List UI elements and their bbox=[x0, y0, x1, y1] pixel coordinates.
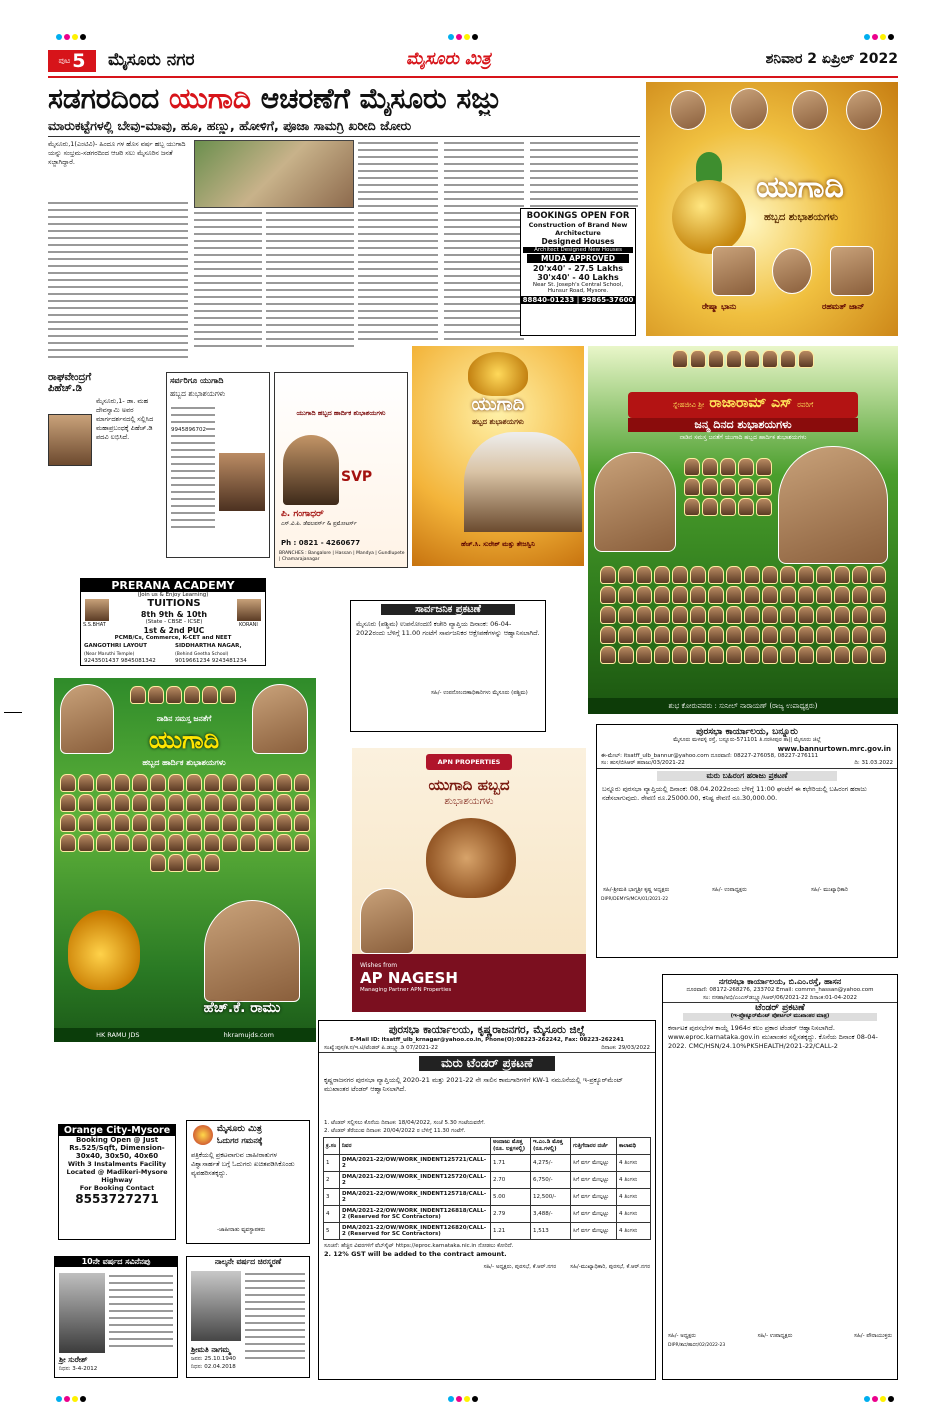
kr-subject: ಮರು ಟೆಂಡರ್ ಪ್ರಕಟಣೆ bbox=[419, 1056, 555, 1071]
greeting-title: ಸರ್ವರಿಗೂ ಯುಗಾದಿ bbox=[170, 376, 224, 385]
lead-column-2-text bbox=[194, 212, 262, 352]
row-amount: 2.79 bbox=[491, 1206, 531, 1223]
greeting-small-box bbox=[166, 372, 270, 558]
kr-signatures: ಸಹಿ/- ಅಧ್ಯಕ್ಷರು, ಪುರಸಭೆ, ಕೆ.ಆರ್.ನಗರ ಸಹಿ/-ಮುಖ್ಯಾಧಿಕಾರಿ, ಪುರಸಭೆ, ಕೆ.ಆರ್.ನಗರ bbox=[483, 1264, 650, 1270]
color-bar-bottom-left bbox=[56, 1396, 86, 1402]
rajaram-sub: ನಾಡಿನ ಸಮಸ್ತ ಜನತೆಗೆ ಯುಗಾದಿ ಹಬ್ಬದ ಹಾರ್ದಿಕ ಶುಭಾಶಯಗಳು bbox=[679, 434, 807, 441]
apn-title: ಯುಗಾದಿ ಹಬ್ಬದ bbox=[428, 776, 510, 794]
lead-column-5-text bbox=[444, 142, 524, 345]
svp-developers-ad bbox=[274, 372, 408, 568]
kr-nagar-notice bbox=[318, 1020, 656, 1380]
masthead bbox=[48, 46, 898, 78]
tuitions-label: TUITIONS bbox=[147, 598, 201, 609]
apn-role: Managing Partner APN Properties bbox=[360, 987, 452, 993]
memorial-1 bbox=[54, 1256, 178, 1378]
lead-dateline: ಮೈಸೂರು,1(ಎಂಟಿವಿ)- ಹಿಂದೂ ಗಳ ಹೊಸ ವರ್ಷ ಹಬ್ಬ ಯುಗಾದಿ ಯನ್ನು ಸಂಭ್ರಮ-ಸಡಗರದಿಂದ ಆಚರಿ ಸಲು ಮೈಸೂರಿನ ಜನತೆ ಸಜ್ಜಾಗಿದ್ದಾರೆ. bbox=[48, 140, 186, 166]
hk-kalasha bbox=[68, 910, 140, 990]
name-right: ರಹಮತ್ ಜಾನ್ bbox=[822, 302, 865, 311]
row-period: 4 ತಿಂಗಳು bbox=[617, 1155, 651, 1172]
hk-handle: HK RAMU JDS bbox=[96, 1031, 140, 1039]
memorial1-title: 10ನೇ ವರ್ಷದ ಸವಿನೆನಪು bbox=[55, 1257, 177, 1267]
row-class: ಸಿಗೆ ವರ್ಗ ಮೇಲ್ಪಟ್ಟು bbox=[571, 1223, 617, 1240]
headline-part-b: ಆಚರಣೆಗೆ ಮೈಸೂರು ಸಜ್ಜು bbox=[251, 82, 501, 115]
rajaram-suffix: ರವರಿಗೆ bbox=[797, 401, 814, 409]
page-label: ಪುಟ bbox=[58, 56, 71, 65]
person-photo-left bbox=[712, 246, 756, 296]
korani-name: KORANI bbox=[239, 622, 258, 628]
kr-ref-date: ದಿನಾಂಕ: 29/03/2022 bbox=[601, 1044, 650, 1051]
row-amount: 2.70 bbox=[491, 1172, 531, 1189]
page-number: 5 bbox=[72, 50, 86, 72]
svp-firm: ಎಸ್.ವಿ.ಪಿ. ಡೆವಲಪರ್ಸ್ & ಪ್ರಮೋಟರ್ಸ್ bbox=[281, 521, 357, 527]
row-no: 2 bbox=[324, 1172, 340, 1189]
rajaram-wish: ಜನ್ಮ ದಿನದ ಶುಭಾಶಯಗಳು bbox=[628, 418, 858, 432]
kr-tender-table-wrap bbox=[319, 1137, 655, 1240]
rajaram-footer: ಶುಭ ಕೋರುವವರು : ಸುನೀಲ್ ನಾರಾಯಣ್ (ರಾಜ್ಯ ಉಪಾಧ್ಯಕ್ಷರು) bbox=[588, 698, 898, 714]
price-large: 30'x40' - 40 Lakhs bbox=[537, 273, 619, 282]
hassan-sig1: ಸಹಿ/- ಅಧ್ಯಕ್ಷರು bbox=[668, 1332, 696, 1339]
row-work: DMA/2021-22/OW/WORK_INDENT126820/CALL-2 (Reserved for SC Contractors) bbox=[340, 1223, 491, 1240]
readers-title: ಓದುಗರ ಗಮನಕ್ಕೆ bbox=[217, 1136, 263, 1145]
rajaram-photo-left bbox=[594, 452, 676, 552]
row-class: ಸಿಗೆ ವರ್ಗ ಮೇಲ್ಪಟ್ಟು bbox=[571, 1206, 617, 1223]
kr-col-period: ಕಾಲಾವಧಿ bbox=[617, 1138, 651, 1155]
table-row bbox=[324, 1172, 651, 1189]
puc-label: 1st & 2nd PUC bbox=[143, 626, 205, 635]
bhat-photo bbox=[85, 599, 109, 621]
greeting-phone: 9945896702 bbox=[171, 427, 206, 433]
couple-subtitle: ಹಬ್ಬದ ಶುಭಾಶಯಗಳು bbox=[472, 418, 524, 426]
yugadi-title: ಯುಗಾದಿ bbox=[756, 170, 844, 205]
hassan-ref: ಸಂ: ನಸಹಾ/ಅಭಿ/ಎಂಎಸ್‌ಡಬ್ಲ್ಯೂ/ಸಿಆರ್/06/2021-22 ದಿನಾಂಕ:01-04-2022 bbox=[663, 995, 897, 1004]
hassan-sig3: ಸಹಿ/- ಪೌರಾಯುಕ್ತರು bbox=[854, 1332, 892, 1339]
readers-paper: ಮೈಸೂರು ಮಿತ್ರ bbox=[217, 1124, 262, 1134]
bannur-ref: ಸಂ: ಹುಸ/ಬಿಸಿಆರ್ ಹರಾಜು/03/2021-22 bbox=[601, 760, 685, 766]
row-work: DMA/2021-22/OW/WORK_INDENT126818/CALL-2 (Reserved for SC Contractors) bbox=[340, 1206, 491, 1223]
hk-subtitle: ಹಬ್ಬದ ಹಾರ್ದಿಕ ಶುಭಾಶಯಗಳು bbox=[142, 758, 226, 767]
svp-person-photo bbox=[283, 435, 339, 505]
row-amount: 1.21 bbox=[491, 1223, 531, 1240]
memorial2-photo bbox=[191, 1271, 241, 1341]
memorial-2 bbox=[186, 1256, 310, 1378]
hk-ramu-ad bbox=[54, 678, 316, 1042]
hassan-sig2: ಸಹಿ/- ಉಪಾಧ್ಯಕ್ಷರು bbox=[757, 1332, 793, 1339]
supporters-middle bbox=[680, 458, 776, 516]
hassan-office: ನಗರಸಭಾ ಕಾರ್ಯಾಲಯ, ಬಿ.ಎಂ.ರಸ್ತೆ, ಹಾಸನ bbox=[718, 977, 842, 986]
streams-label: PCMB/Cs, Commerce, K-CET and NEET bbox=[114, 635, 232, 641]
memorial2-born: ಜನನ: 25.10.1940 bbox=[191, 1356, 236, 1362]
greeting-photo bbox=[219, 453, 265, 511]
kr-ref-row bbox=[319, 1045, 655, 1054]
lead-column-4-text bbox=[358, 142, 438, 345]
row-work: DMA/2021-22/OW/WORK_INDENT125721/CALL-2 bbox=[340, 1155, 491, 1172]
table-row bbox=[324, 1206, 651, 1223]
memorial1-name: ಶ್ರೀ ಸುರೇಶ್ bbox=[59, 1355, 88, 1364]
leader-photo-4 bbox=[846, 90, 882, 130]
branch1-phone1: 9243501437 bbox=[84, 658, 119, 664]
lead-subheadline: ಮಾರುಕಟ್ಟೆಗಳಲ್ಲಿ ಬೇವು-ಮಾವು, ಹೂ, ಹಣ್ಣು, ಹೋಳಿಗೆ, ಪೂಜಾ ಸಾಮಗ್ರಿ ಖರೀದಿ ಜೋರು bbox=[48, 118, 412, 133]
rajaram-prefix: ಸ್ನೇಹಜೀವಿ ಶ್ರೀ bbox=[672, 401, 705, 409]
row-emd: 6,750/- bbox=[531, 1172, 571, 1189]
booking-address2: Hunsur Road, Mysore. bbox=[547, 288, 609, 294]
memorial2-text bbox=[245, 1273, 305, 1364]
bannur-notice bbox=[596, 724, 898, 958]
leader-photo-2 bbox=[730, 88, 768, 130]
bannur-sig2: ಸಹಿ/- ಉಪಾಧ್ಯಕ್ಷರು bbox=[712, 886, 747, 893]
branch1-phone2: 9845081342 bbox=[120, 658, 156, 664]
raghavendra-news bbox=[48, 372, 162, 558]
apn-name: AP NAGESH bbox=[360, 969, 458, 987]
apn-subtitle: ಶುಭಾಶಯಗಳು bbox=[444, 796, 494, 807]
rajaram-name: ರಾಜಾರಾಮ್ ಎಸ್ bbox=[709, 395, 793, 411]
memorial1-photo bbox=[59, 1273, 105, 1353]
row-emd: 3,488/- bbox=[531, 1206, 571, 1223]
yugadi-subtitle: ಹಬ್ಬದ ಶುಭಾಶಯಗಳು bbox=[764, 212, 839, 223]
table-row bbox=[324, 1223, 651, 1240]
yugadi-top-ad bbox=[646, 82, 898, 336]
prerana-academy-ad bbox=[80, 578, 266, 666]
public-notice bbox=[350, 600, 546, 732]
booking-title: BOOKINGS OPEN FOR bbox=[526, 211, 630, 221]
paper-name: ಮೈಸೂರು ಮಿತ್ರ bbox=[406, 49, 491, 69]
hassan-notice bbox=[662, 974, 898, 1380]
bannur-address: ಮೈಸೂರು ಮಳವಳ್ಳಿ ರಸ್ತೆ, ಬನ್ನೂರು-571101 ತಿ.ನರಸೀಪುರ ತಾ|| ಮೈಸೂರು ಜಿಲ್ಲೆ bbox=[673, 737, 821, 743]
color-bar-top-left bbox=[56, 34, 86, 40]
raghavendra-headline1: ರಾಘವೇಂದ್ರಗೆ bbox=[48, 372, 92, 383]
couple-greeting-ad bbox=[412, 346, 584, 566]
branch1-name: GANGOTHRI LAYOUT bbox=[84, 643, 148, 649]
apn-nagesh-photo bbox=[360, 888, 414, 954]
raghavendra-body: ಮೈಸೂರು,1- ಡಾ. ಮಹ ದೇವಸ್ವಾಮಿ ಅವರ ಮಾರ್ಗದರ್ಶನದಲ್ಲಿ ಸಲ್ಲಿಸಿದ ಮಹಾಪ್ರಬಂಧಕ್ಕೆ ಪಿಹೆಚ್.ಡಿ ಪದವಿ ಲಭಿಸಿದೆ. bbox=[96, 397, 154, 441]
kr-body: ಕೃಷ್ಣರಾಜನಗರ ಪುರಸಭಾ ವ್ಯಾಪ್ತಿಯಲ್ಲಿ 2020-21 ಮತ್ತು 2021-22 ನೇ ಸಾಲಿನ ಕಾಮಗಾರಿಗಳಿಗೆ KW-1 ನಮೂನೆಯಲ್ಲಿ ಇ-ಪ್ರಕ್ಯೂರ್‌ಮೆಂಟ್ ಮುಖಾಂತರ ಟೆಂಡರ್ ಆಹ್ವಾನಿಸಲಾಗಿದೆ. bbox=[324, 1076, 623, 1093]
lead-column-1-text bbox=[48, 202, 188, 363]
hassan-body: ಕರ್ನಾಟಕ ಪುರಸಭೆಗಳ ಕಾಯ್ದೆ 1964ರ ಕಲಂ ಪ್ರಕಾರ ಟೆಂಡರ್ ಆಹ್ವಾನಿಸಲಾಗಿದೆ. www.eproc.karnataka.gov.in ಮುಖಾಂತರ ಸಲ್ಲಿಸತಕ್ಕದ್ದು. ಕೊನೆಯ ದಿನಾಂಕ 08-04-2022. CMC/HSN/24.10%PK5HEALTH/2021-22/CALL-2 bbox=[668, 1023, 878, 1050]
apn-footer-band bbox=[352, 954, 586, 1012]
kr-table-header bbox=[324, 1138, 651, 1155]
hassan-contact: ದೂರವಾಣಿ: 08172-268276, 233702 Email: commn_hassan@yahoo.com bbox=[686, 987, 874, 993]
booking-address1: Near St. Joseph's Central School, bbox=[532, 282, 624, 288]
orange-line4: With 3 Instalments Facility bbox=[67, 1160, 167, 1168]
section-name: ಮೈಸೂರು ನಗರ bbox=[108, 50, 195, 70]
branch1 bbox=[84, 643, 172, 666]
leaders-top-row bbox=[648, 350, 838, 368]
row-period: 4 ತಿಂಗಳು bbox=[617, 1189, 651, 1206]
booking-phone: 88840-01233 | 99865-37600 bbox=[522, 296, 634, 304]
greeting-text bbox=[171, 407, 215, 533]
bannur-body: ಬನ್ನೂರು ಪುರಸಭಾ ವ್ಯಾಪ್ತಿಯಲ್ಲಿ ದಿನಾಂಕ: 08.04.2022ರಂದು ಬೆಳಿಗ್ಗೆ 11:00 ಘಂಟೆಗೆ ಈ ಕಛೇರಿಯಲ್ಲಿ ಬಹಿರಂಗ ಹರಾಜು ನಡೆಸಲಾಗುವುದು. ಠೇವಣಿ ರೂ.25000.00, ಕನಿಷ್ಟ ಠೇವಣಿ ರೂ.30,000.00. bbox=[602, 784, 867, 802]
bannur-subject: ಮರು ಬಹಿರಂಗ ಹರಾಜು ಪ್ರಕಟಣೆ bbox=[657, 771, 837, 781]
row-no: 1 bbox=[324, 1155, 340, 1172]
kr-ref: ಸಂಖ್ಯೆ:ಪುಸ/ಕ.ನ/ಇ.ಟಿ/ಟೆಂಡರ್ ಪಿ.ಡಬ್ಲ್ಯೂ.ಡಿ 07/2021-22 bbox=[324, 1044, 438, 1051]
issue-date: ಶನಿವಾರ 2 ಏಪ್ರಿಲ್ 2022 bbox=[765, 51, 898, 67]
rajaram-banner bbox=[628, 392, 858, 418]
row-class: ಸಿಗೆ ವರ್ಗ ಮೇಲ್ಪಟ್ಟು bbox=[571, 1189, 617, 1206]
branch2-note: (Behind Geetha School) bbox=[175, 651, 229, 657]
booking-line2: Architecture bbox=[555, 229, 601, 237]
row-amount: 5.00 bbox=[491, 1189, 531, 1206]
raghavendra-headline2: ಪಿಹೆಚ್.ಡಿ bbox=[48, 383, 82, 394]
supporters-bottom bbox=[594, 566, 892, 664]
bannur-signatures bbox=[597, 887, 897, 895]
kr-tender-table bbox=[323, 1137, 651, 1240]
hk-pretitle: ನಾಡಿನ ಸಮಸ್ತ ಜನತೆಗೆ bbox=[156, 714, 212, 723]
hassan-subject: ಟೆಂಡರ್ ಪ್ರಕಟಣೆ bbox=[755, 1003, 805, 1013]
hassan-signatures bbox=[663, 1333, 897, 1341]
row-period: 4 ತಿಂಗಳು bbox=[617, 1172, 651, 1189]
price-small: 20'x40' - 27.5 Lakhs bbox=[532, 264, 623, 273]
booking-line1: Construction of Brand New bbox=[528, 221, 628, 229]
hk-footer bbox=[54, 1028, 316, 1042]
branch2-phone2: 9243481234 bbox=[211, 658, 247, 664]
public-notice-body: ಮೈಸೂರು (ಪಶ್ಚಿಮ) ಉಪನೋಂದಣಿ ಕಚೇರಿ ವ್ಯಾಪ್ತಿಯ ದಿನಾಂಕ: 06-04-2022ರಂದು ಬೆಳಿಗ್ಗೆ 11.00 ಗಂಟೆಗೆ ಸಾರ್ವಜನಿಕರ ಆಕ್ಷೇಪಣೆಗಳನ್ನು ಆಹ್ವಾನಿಸಲಾಗಿದೆ. bbox=[356, 620, 540, 637]
readers-notice bbox=[186, 1120, 310, 1244]
row-emd: 12,500/- bbox=[531, 1189, 571, 1206]
name-left: ರೇಷ್ಮಾ ಭಾನು bbox=[702, 302, 737, 311]
hassan-code: DIPR/ತಾಸ/ಹಾಸನ/02/2022-23 bbox=[668, 1343, 726, 1348]
greeting-subtitle: ಹಬ್ಬದ ಶುಭಾಶಯಗಳು bbox=[170, 389, 226, 398]
row-emd: 1,513 bbox=[531, 1223, 571, 1240]
branch1-note: (Near Maruthi Temple) bbox=[84, 651, 135, 657]
hk-ramu-photo bbox=[204, 900, 300, 1002]
row-period: 4 ತಿಂಗಳು bbox=[617, 1223, 651, 1240]
row-no: 4 bbox=[324, 1206, 340, 1223]
public-notice-title: ಸಾರ್ವಜನಿಕ ಪ್ರಕಟಣೆ bbox=[381, 604, 515, 615]
orange-title: Orange City-Mysore bbox=[59, 1125, 175, 1136]
kr-note2: 2. 12% GST will be added to the contract amount. bbox=[324, 1249, 507, 1258]
row-no: 3 bbox=[324, 1189, 340, 1206]
row-no: 5 bbox=[324, 1223, 340, 1240]
hk-name: ಹೆಚ್.ಕೆ. ರಾಮು bbox=[203, 1000, 281, 1016]
registration-mark-left bbox=[4, 712, 22, 713]
bannur-ref-date: ದಿ: 31.03.2022 bbox=[854, 760, 893, 766]
memorial2-died: ನಿಧನ: 02.04.2018 bbox=[191, 1364, 236, 1370]
apn-wishes-from: Wishes from bbox=[360, 962, 398, 969]
memorial2-name: ಶ್ರೀಮತಿ ನಾಗಮ್ಮ bbox=[191, 1345, 231, 1354]
leader-photo-3 bbox=[792, 90, 828, 130]
grades-label: 8th 9th & 10th bbox=[140, 610, 208, 619]
lead-divider bbox=[48, 136, 640, 137]
readers-sign: -ಜಾಹೀರಾತು ವ್ಯವಸ್ಥಾಪಕರು bbox=[217, 1227, 266, 1233]
rajaram-birthday-ad bbox=[588, 346, 898, 714]
kr-col-emd: ಇ.ಎಂ.ಡಿ ಮೊತ್ತ (ರೂ.ಗಳಲ್ಲಿ) bbox=[531, 1138, 571, 1155]
table-row bbox=[324, 1155, 651, 1172]
headline-highlight: ಯುಗಾದಿ bbox=[169, 82, 252, 115]
readers-body: ಪತ್ರಿಕೆಯಲ್ಲಿ ಪ್ರಕಟವಾಗುವ ಜಾಹೀರಾತುಗಳ ವಿಶ್ವಾಸಾರ್ಹತೆ ಬಗ್ಗೆ ಓದುಗರು ಖಚಿತಪಡಿಸಿಕೊಂಡು ವ್ಯವಹರಿಸತಕ್ಕದ್ದು. bbox=[191, 1151, 295, 1177]
memorial2-title: ನಾಲ್ಕನೇ ವರ್ಷದ ಚಿರಸ್ಮರಣೆ bbox=[214, 1257, 282, 1266]
couple-photo bbox=[464, 432, 582, 532]
public-notice-signature: ಸಹಿ/- ಉಪನೋಂದಣಾಧಿಕಾರಿಗಳು ಮೈಸೂರು (ಪಶ್ಚಿಮ) bbox=[431, 690, 528, 696]
svp-name: ಪಿ. ಗಂಗಾಧರ್ bbox=[281, 509, 324, 519]
color-bar-top-right bbox=[864, 34, 894, 40]
apn-kalasha bbox=[426, 818, 516, 898]
kr-col-amount: ಅಂದಾಜು ಮೊತ್ತ (ರೂ. ಲಕ್ಷಗಳಲ್ಲಿ) bbox=[491, 1138, 531, 1155]
orange-line3: 30x40, 30x50, 40x60 bbox=[75, 1152, 159, 1160]
couple-kalasha bbox=[468, 352, 528, 396]
bannur-sig3: ಸಹಿ/- ಮುಖ್ಯಾಧಿಕಾರಿ bbox=[811, 886, 848, 893]
branch2 bbox=[175, 643, 263, 666]
kr-note1: ಸೂಚನೆ: ಹೆಚ್ಚಿನ ವಿವರಗಳಿಗೆ ವೆಬ್‌ಸೈಟ್ https://eproc.karnataka.nic.in ನೋಡಲು ಕೋರಿದೆ. bbox=[324, 1243, 514, 1249]
bannur-ref-row bbox=[597, 760, 897, 769]
color-bar-top-mid bbox=[448, 34, 478, 40]
row-class: ಸಿಗೆ ವರ್ಗ ಮೇಲ್ಪಟ್ಟು bbox=[571, 1172, 617, 1189]
row-emd: 4,275/- bbox=[531, 1155, 571, 1172]
kr-cond2: 2. ಟೆಂಡರ್ ತೆರೆಯುವ ದಿನಾಂಕ: 20/04/2022 ರ ಬೆಳಿಗ್ಗೆ 11.30 ಗಂಟೆಗೆ. bbox=[324, 1127, 466, 1134]
svp-greeting: ಯುಗಾದಿ ಹಬ್ಬದ ಹಾರ್ದಿಕ ಶುಭಾಶಯಗಳು bbox=[296, 409, 386, 417]
booking-ad bbox=[520, 208, 636, 336]
branch1-phones bbox=[84, 658, 172, 666]
row-work: DMA/2021-22/OW/WORK_INDENT125720/CALL-2 bbox=[340, 1172, 491, 1189]
orange-line7: For Booking Contact bbox=[79, 1184, 155, 1192]
memorial1-text bbox=[109, 1275, 173, 1352]
rajaram-photo-main bbox=[778, 446, 888, 564]
bannur-office: ಪುರಸಭಾ ಕಾರ್ಯಾಲಯ, ಬನ್ನೂರು bbox=[696, 727, 798, 737]
paper-emblem-icon bbox=[193, 1125, 213, 1145]
orange-phone: 8553727271 bbox=[75, 1192, 159, 1206]
couple-names: ಹೆಚ್.ಸಿ. ಸುರೇಶ್ ಮತ್ತು ತೇಜಸ್ವಿನಿ bbox=[461, 540, 535, 548]
couple-title: ಯುಗಾದಿ bbox=[471, 394, 525, 415]
prerana-title: PRERANA ACADEMY bbox=[81, 579, 265, 592]
row-period: 4 ತಿಂಗಳು bbox=[617, 1206, 651, 1223]
row-class: ಸಿಗೆ ವರ್ಗ ಮೇಲ್ಪಟ್ಟು bbox=[571, 1155, 617, 1172]
kr-col-class: ಗುತ್ತಿಗೆದಾರರ ದರ್ಜೆ bbox=[571, 1138, 617, 1155]
page-number-badge bbox=[48, 50, 96, 72]
lead-headline bbox=[48, 82, 640, 116]
kr-col-work: ನಿವರ bbox=[340, 1138, 491, 1155]
kr-cond1: 1. ಟೆಂಡರ್ ಸಲ್ಲಿಸಲು ಕೊನೆಯ ದಿನಾಂಕ: 18/04/2022, ಸಂಜೆ 5.30 ಗಂಟೆಯವರೆಗೆ. bbox=[324, 1120, 486, 1126]
booking-line4: Architect Designed New Houses bbox=[523, 247, 633, 253]
booking-line3: Designed Houses bbox=[541, 237, 615, 246]
prerana-tagline: (Join us & Enjoy Learning) bbox=[137, 592, 209, 598]
kr-contact: E-Mail ID: itsatff_ulb_krnagar@yahoo.co.in, Phone(O):08223-262242, Fax: 08223-262241 bbox=[350, 1037, 624, 1043]
hk-supporters bbox=[60, 774, 310, 872]
svp-branches: BRANCHES : Bangalore | Hassan | Mandya | Gundlupete | Chamarajanagar bbox=[279, 551, 405, 562]
bannur-email: ಈ-ಮೇಲ್: itsatff_ulb_bannur@yahoo.com ದೂರವಾಣಿ: 08227-276058, 08227-276111 bbox=[601, 752, 819, 759]
branch2-phone1: 9019661234 bbox=[175, 658, 210, 664]
apn-properties-ad bbox=[352, 748, 586, 1012]
table-row bbox=[324, 1189, 651, 1206]
color-bar-bottom-mid bbox=[448, 1396, 478, 1402]
hk-title: ಯುಗಾದಿ bbox=[148, 726, 220, 754]
headline-part-a: ಸಡಗರದಿಂದ bbox=[48, 82, 169, 115]
memorial1-date: ನಿಧನ: 3-4-2012 bbox=[59, 1366, 98, 1372]
raghavendra-photo bbox=[48, 414, 92, 466]
orange-city-ad bbox=[58, 1124, 176, 1240]
korani-photo bbox=[237, 599, 261, 621]
hassan-subject2: (ಇ-ಪ್ರೊಕ್ಯೂರ್‌ಮೆಂಟ್ ಪೋರ್ಟಲ್ ಮುಖಾಂತರ ಮಾತ್ರ) bbox=[683, 1013, 877, 1021]
svp-phone: Ph : 0821 - 4260677 bbox=[281, 539, 361, 547]
lead-column-3-text bbox=[266, 212, 354, 352]
apn-logo: APN PROPERTIES bbox=[426, 754, 512, 770]
kr-office: ಪುರಸಭಾ ಕಾರ್ಯಾಲಯ, ಕೃಷ್ಣರಾಜನಗರ, ಮೈಸೂರು ಜಿಲ್ಲೆ bbox=[388, 1024, 586, 1036]
kr-col-no: ಕ್ರ.ಸಂ bbox=[324, 1138, 340, 1155]
svp-logo: SVP bbox=[341, 469, 373, 485]
bannur-website: www.bannurtown.mrc.gov.in bbox=[777, 744, 891, 753]
market-photo bbox=[194, 140, 354, 208]
muda-approved: MUDA APPROVED bbox=[527, 254, 629, 263]
branch2-name: SIDDHARTHA NAGAR, bbox=[175, 643, 242, 649]
row-amount: 1.71 bbox=[491, 1155, 531, 1172]
leader-photo-1 bbox=[670, 90, 706, 130]
person-photo-middle bbox=[772, 248, 812, 294]
hk-site: hkramujds.com bbox=[223, 1031, 274, 1039]
boards-label: (State - CBSE - ICSE) bbox=[145, 619, 203, 625]
color-bar-bottom-right bbox=[864, 1396, 894, 1402]
leaders-row-small bbox=[118, 686, 248, 704]
row-work: DMA/2021-22/OW/WORK_INDENT125718/CALL-2 bbox=[340, 1189, 491, 1206]
person-photo-right bbox=[830, 246, 874, 296]
orange-line2: Rs.525/Sqft, Dimension- bbox=[69, 1144, 165, 1152]
orange-line6: Highway bbox=[101, 1176, 133, 1184]
orange-line5: Located @ Madikeri-Mysore bbox=[66, 1168, 168, 1176]
bhat-name: S.S.BHAT bbox=[83, 622, 106, 628]
branch2-phones bbox=[175, 658, 263, 666]
bannur-sig1: ಸಹಿ/-ಶ್ರೀಮತಿ ಭಾಗ್ಯಶ್ರೀ ಕೃಷ್ಣ ಅಧ್ಯಕ್ಷರು bbox=[603, 886, 670, 893]
lead-column-6-text bbox=[530, 142, 638, 212]
bannur-code: DIPR/DEMYS/MCA/01/2021-22 bbox=[601, 897, 669, 902]
orange-line1: Booking Open @ Just bbox=[75, 1136, 159, 1144]
